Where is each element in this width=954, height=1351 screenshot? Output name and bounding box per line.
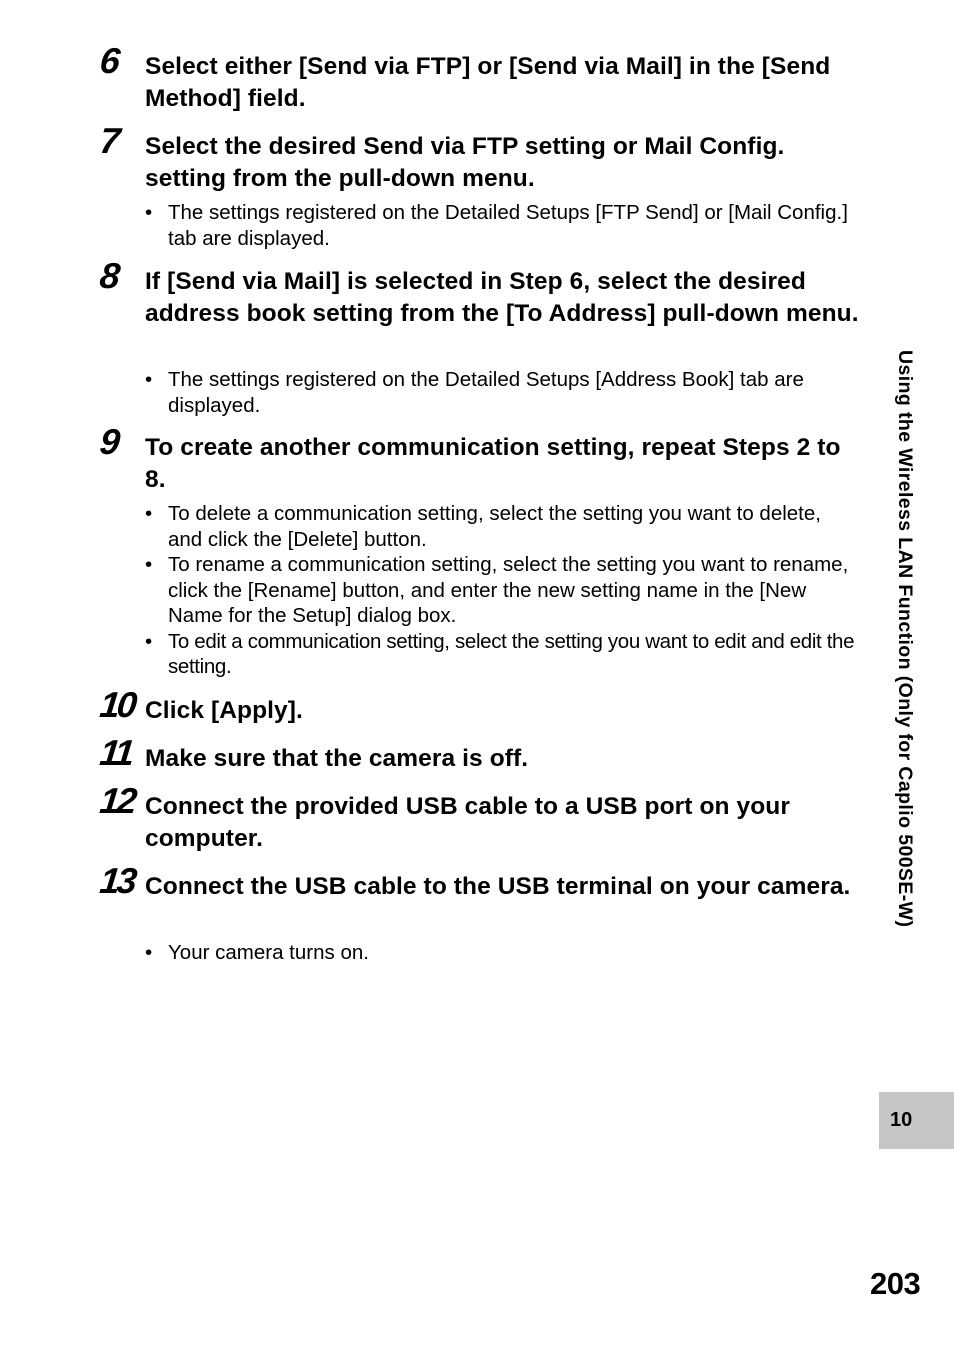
step-notes xyxy=(145,501,857,680)
step-number: 10 xyxy=(97,684,137,725)
step-title: Click [Apply]. xyxy=(145,697,303,724)
page-number: 203 xyxy=(870,1266,921,1301)
step-number: 8 xyxy=(97,255,120,296)
note-item: • To delete a communication setting, select the setting you want to delete, and click the [Delete] button. xyxy=(145,501,857,552)
note-item: • The settings registered on the Detailed Setups [FTP Send] or [Mail Config.] tab are displayed. xyxy=(145,200,857,251)
step-title: To create another communication setting, repeat Steps 2 to 8. xyxy=(145,434,841,493)
note-item: • The settings registered on the Detailed Setups [Address Book] tab are displayed. xyxy=(145,367,857,418)
note-item: • To rename a communication setting, select the setting you want to rename, click the [Rename] button, and enter the new setting name in the [New Name for the Setup] dialog box. xyxy=(145,552,857,629)
step-number: 11 xyxy=(97,732,134,773)
note-item: • Your camera turns on. xyxy=(145,940,857,966)
step-title: Select either [Send via FTP] or [Send via Mail] in the [Send Method] field. xyxy=(145,53,831,112)
side-chapter-label: Using the Wireless LAN Function (Only for Caplio 500SE-W) xyxy=(894,350,916,928)
step-notes xyxy=(145,200,857,251)
step-title: Make sure that the camera is off. xyxy=(145,745,529,772)
chapter-tab: 10 xyxy=(879,1092,954,1149)
step-number: 9 xyxy=(97,421,120,462)
step-number: 6 xyxy=(97,40,120,81)
step-number: 12 xyxy=(97,780,137,821)
step-title: Select the desired Send via FTP setting or Mail Config. setting from the pull-down menu. xyxy=(145,133,785,192)
step-title: Connect the USB cable to the USB terminal on your camera. xyxy=(145,873,851,900)
step-title: Connect the provided USB cable to a USB port on your computer. xyxy=(145,793,790,852)
step-number: 13 xyxy=(97,860,137,901)
step-number: 7 xyxy=(97,120,120,161)
note-item: • To edit a communication setting, select the setting you want to edit and edit the setting. xyxy=(145,629,857,680)
step-notes xyxy=(145,367,857,418)
step-notes xyxy=(145,940,857,966)
step-title: If [Send via Mail] is selected in Step 6, select the desired address book setting from the [To Address] pull-down menu. xyxy=(145,268,859,327)
